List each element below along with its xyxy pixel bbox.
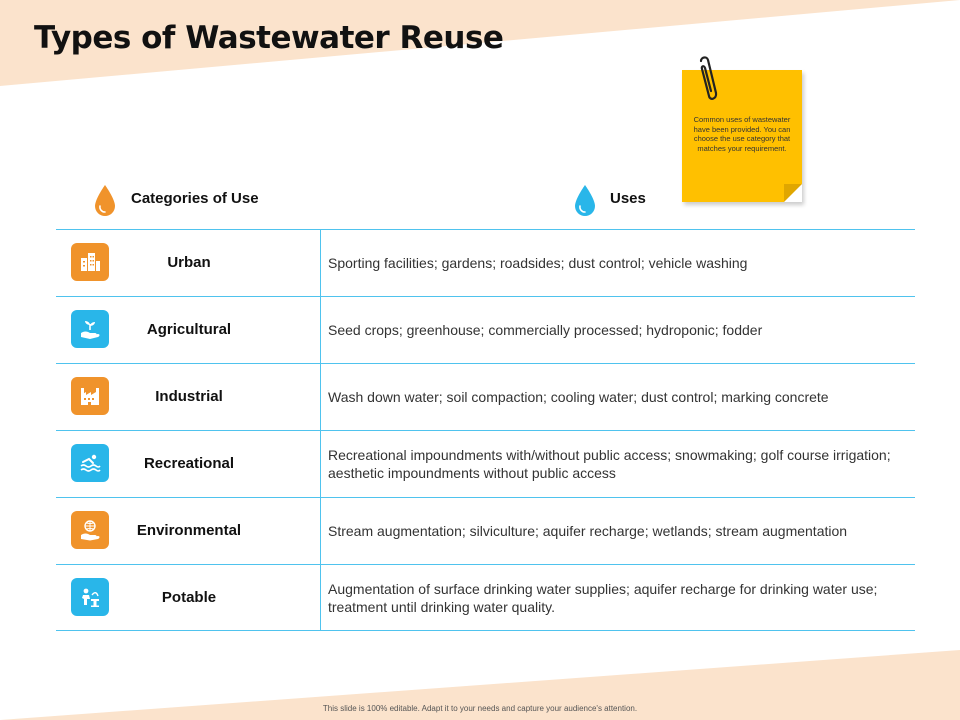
- paperclip-icon: [692, 55, 718, 105]
- blue-water-drop-icon: [573, 184, 597, 218]
- category-label: Industrial: [155, 388, 223, 405]
- globe-hand-icon: [71, 511, 109, 549]
- category-label: Urban: [167, 254, 211, 271]
- sticky-note-fold: [784, 184, 802, 202]
- table-row: [56, 497, 915, 564]
- page-title: Types of Wastewater Reuse: [34, 20, 504, 56]
- swimming-icon: [71, 444, 109, 482]
- uses-text: Augmentation of surface drinking water supplies; aquifer recharge for drinking water use; treatment until drinking water quality.: [328, 580, 878, 615]
- category-label: Agricultural: [146, 321, 232, 338]
- uses-header: Uses: [610, 190, 646, 207]
- sticky-note-text: Common uses of wastewater have been provided. You can choose the use category that matches your requirement.: [693, 115, 791, 153]
- plant-hand-icon: [71, 310, 109, 348]
- uses-text: Seed crops; greenhouse; commercially processed; hydroponic; fodder: [328, 321, 763, 338]
- uses-text: Wash down water; soil compaction; cooling water; dust control; marking concrete: [328, 388, 829, 405]
- buildings-icon: [71, 243, 109, 281]
- footer-note: This slide is 100% editable. Adapt it to your needs and capture your audience's attention.: [322, 704, 638, 713]
- category-label: Recreational: [143, 455, 235, 472]
- uses-text: Recreational impoundments with/without public access; snowmaking; golf course irrigation; aesthetic impoundments without public access: [328, 446, 891, 481]
- table-row: [56, 564, 915, 631]
- table-row: [56, 430, 915, 497]
- drinking-fountain-icon: [71, 578, 109, 616]
- orange-water-drop-icon: [93, 184, 117, 218]
- category-label: Potable: [161, 589, 217, 606]
- factory-icon: [71, 377, 109, 415]
- table-row: [56, 229, 915, 296]
- uses-text: Stream augmentation; silviculture; aquifer recharge; wetlands; stream augmentation: [328, 522, 848, 539]
- uses-text: Sporting facilities; gardens; roadsides; dust control; vehicle washing: [328, 254, 748, 271]
- categories-header: Categories of Use: [131, 190, 259, 207]
- table-row: [56, 296, 915, 363]
- category-label: Environmental: [136, 522, 242, 539]
- table-row: [56, 363, 915, 430]
